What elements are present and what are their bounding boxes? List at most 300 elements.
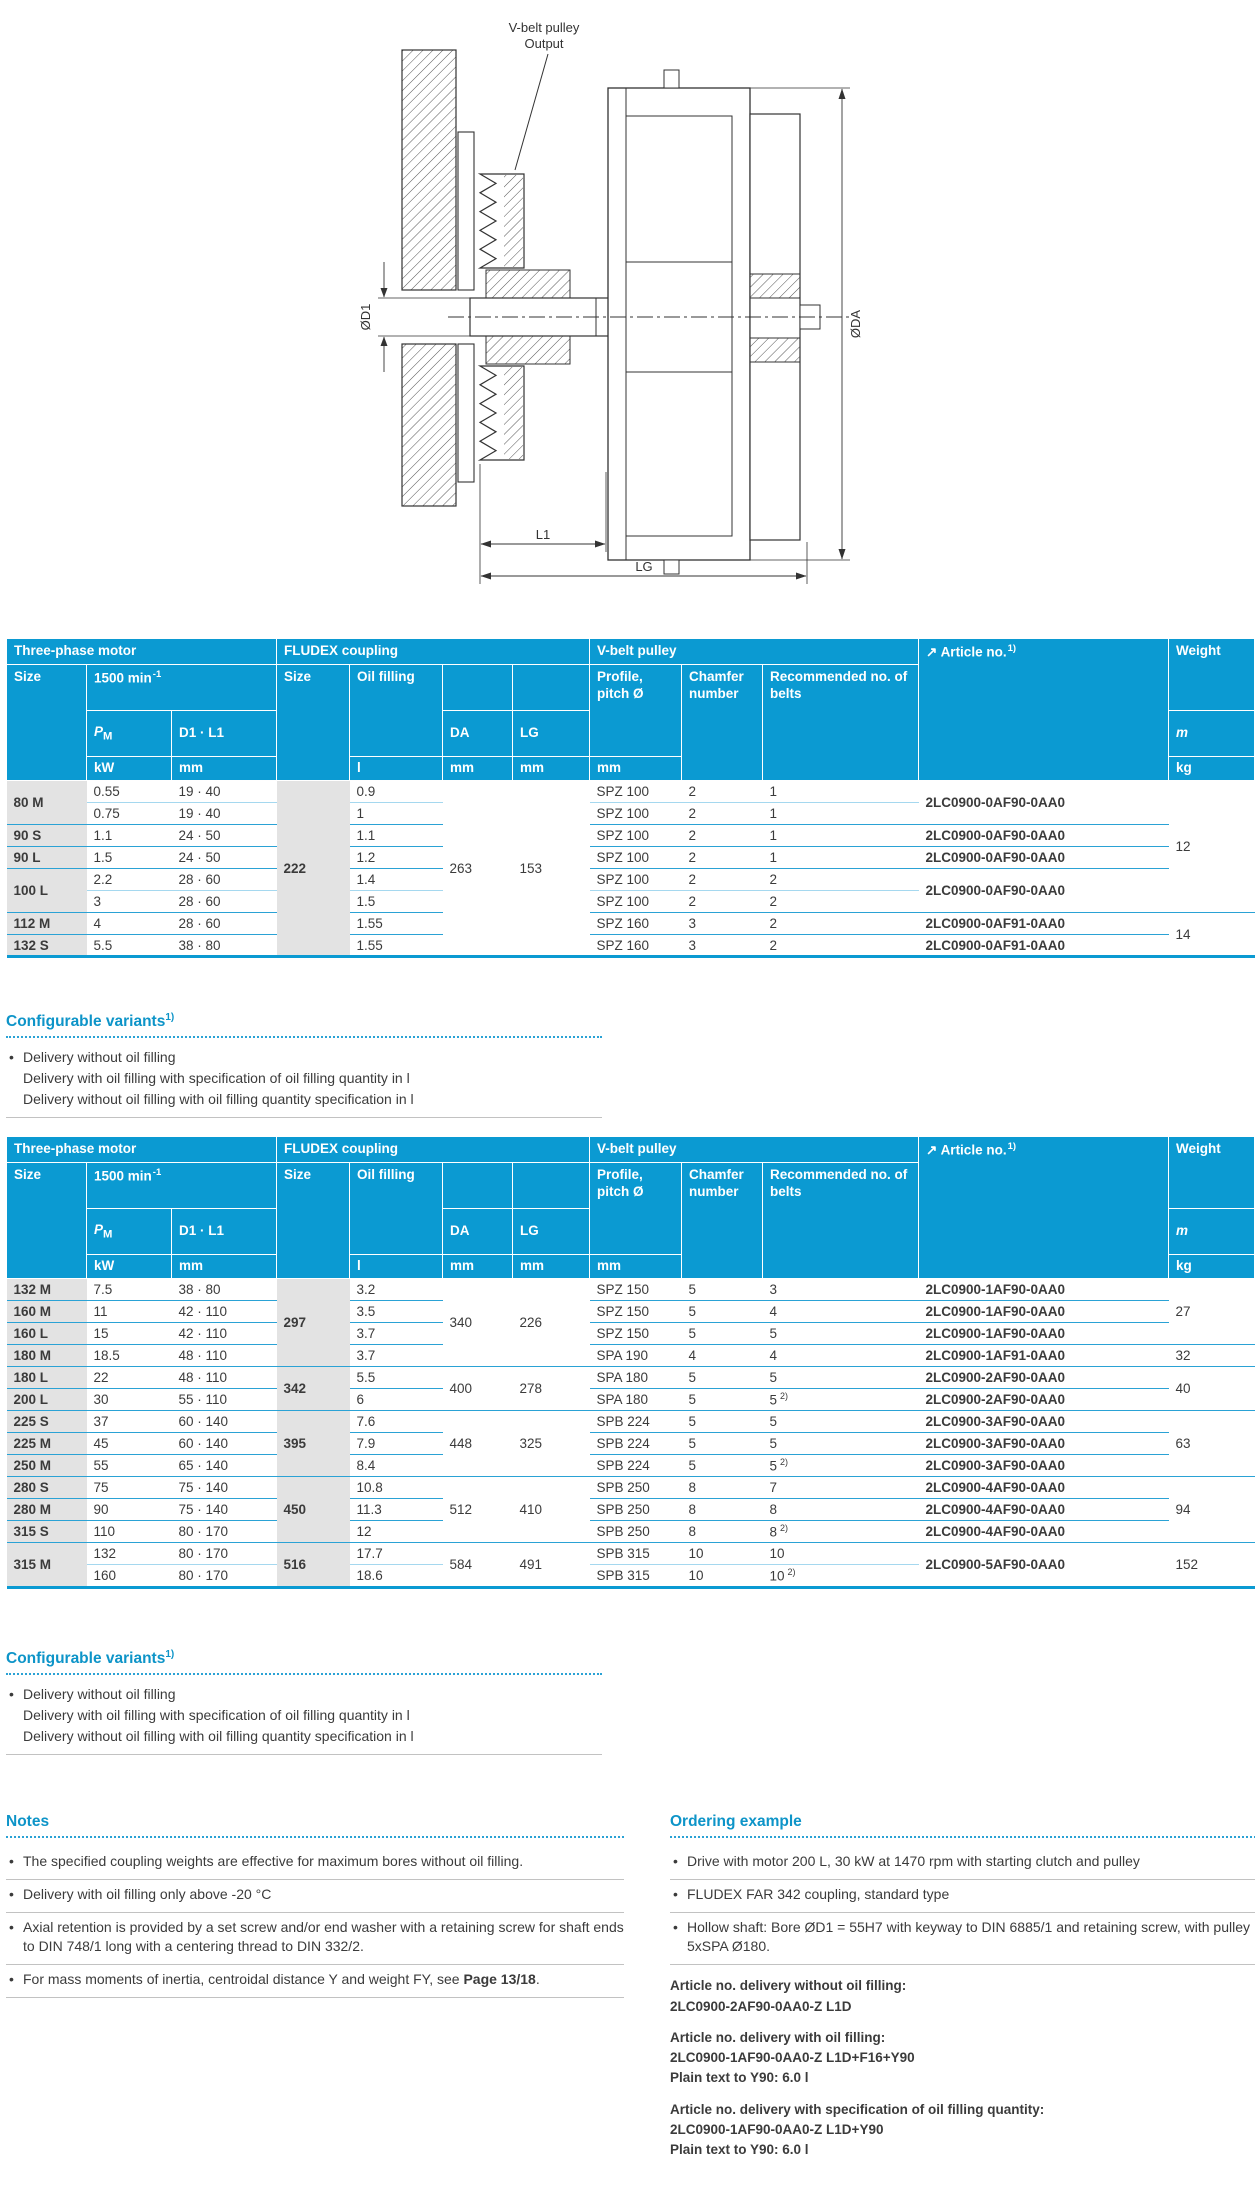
data-cell: 48 · 110: [172, 1345, 277, 1367]
dimension-cell: 153: [519, 860, 543, 876]
data-cell: 1: [763, 803, 919, 825]
pulley-output-label-line1: V-belt pulley: [508, 20, 580, 35]
motor-size-cell: 160 M: [7, 1301, 87, 1323]
table-row: [7, 847, 1255, 869]
dimension-cell: 278: [513, 1367, 590, 1411]
data-cell: 7: [763, 1477, 919, 1499]
header-csize: Size: [277, 665, 350, 781]
article-number-cell: 2LC0900-0AF90-0AA0: [919, 825, 1169, 847]
hub-block-lower: [486, 336, 570, 364]
table-1-header: [7, 639, 1255, 781]
l1-arrow-right: [595, 541, 606, 548]
data-cell: SPZ 150: [590, 1301, 682, 1323]
article-number-cell: 2LC0900-0AF91-0AA0: [919, 913, 1169, 935]
article-block: [670, 2028, 1255, 2089]
coupling-cover: [750, 114, 800, 540]
table-row: [7, 1455, 1255, 1477]
header-pulley: V-belt pulley: [590, 639, 919, 665]
motor-size-cell: 315 S: [7, 1521, 87, 1543]
data-cell: 5.5: [350, 1367, 443, 1389]
dotted-rule: [6, 1671, 602, 1675]
weight-cell: 32: [1169, 1345, 1255, 1367]
arrow-icon: ↗: [926, 1142, 941, 1158]
data-cell: 7.5: [93, 1282, 113, 1298]
coupling-size-cell: 516: [277, 1543, 350, 1588]
lg-arrow-right: [796, 573, 807, 580]
variant-line: Delivery without oil filling with oil filling quantity specification in l: [23, 1091, 414, 1108]
motor-size-cell: 90 L: [7, 847, 87, 869]
data-cell: 5: [763, 1323, 919, 1345]
header-m_italic: m: [1169, 1209, 1255, 1255]
data-cell: SPZ 100: [590, 825, 682, 847]
header-u_l: l: [350, 1255, 443, 1279]
data-cell: 3.5: [350, 1301, 443, 1323]
header-lg: LG: [513, 711, 590, 757]
header-profile: Profile, pitch Ø: [590, 665, 682, 757]
data-cell: 0.55: [93, 784, 120, 799]
data-cell: 0.9: [356, 784, 376, 799]
data-cell: SPZ 100: [596, 784, 650, 799]
article-number-cell: 2LC0900-3AF90-0AA0: [919, 1411, 1169, 1433]
variant-line: • Delivery without oil filling: [6, 1684, 602, 1705]
header-pulley: V-belt pulley: [590, 1137, 919, 1163]
motor-size-cell: 100 L: [7, 869, 87, 913]
motor-size-cell: 132 S: [7, 935, 87, 957]
weight-cell: 14: [1169, 913, 1255, 957]
variants-heading: [6, 1649, 1255, 1668]
table-row: [7, 1477, 1255, 1499]
data-cell: 8: [682, 1521, 763, 1543]
data-cell: SPZ 150: [596, 1282, 650, 1298]
article-number-cell: 2LC0900-2AF90-0AA0: [919, 1389, 1169, 1411]
l1-arrow-left: [481, 541, 492, 548]
header-da: DA: [443, 1209, 513, 1255]
da-arrow-bottom: [839, 549, 846, 560]
data-cell: SPZ 160: [590, 935, 682, 957]
header-u_mm: mm: [590, 757, 682, 781]
flange-plate-lower: [458, 344, 474, 482]
data-cell: 19 · 40: [178, 784, 221, 799]
coupling-size-cell: 222: [277, 781, 350, 957]
header-motor: Three-phase motor: [7, 639, 277, 665]
header-oil: Oil filling: [350, 1163, 443, 1255]
header-u_kw: kW: [87, 1255, 172, 1279]
article-block-plaintext: Plain text to Y90: 6.0 l: [670, 2142, 809, 2158]
motor-size-cell: 280 M: [7, 1499, 87, 1521]
header-u_mm: mm: [443, 1255, 513, 1279]
weight-cell: 94: [1169, 1477, 1255, 1543]
data-cell: 1.1: [87, 825, 172, 847]
data-cell: SPB 250: [590, 1499, 682, 1521]
weight-cell: 40: [1169, 1367, 1255, 1411]
header-coupling: FLUDEX coupling: [277, 639, 590, 665]
header-da: DA: [443, 711, 513, 757]
data-cell: 1: [769, 784, 778, 799]
lg-arrow-left: [481, 573, 492, 580]
dimension-cell: 512: [443, 1477, 513, 1543]
coupling-cross-section-drawing: [352, 12, 912, 614]
header-u_mm: mm: [172, 757, 277, 781]
header-coupling: FLUDEX coupling: [277, 1137, 590, 1163]
motor-coupling-table-1: [6, 638, 1255, 958]
dimension-cell: 410: [513, 1477, 590, 1543]
variants-heading: [6, 1012, 1255, 1031]
bottom-section: [0, 1813, 1255, 2161]
data-cell: SPB 315: [590, 1543, 682, 1565]
label-leader-line: [515, 54, 548, 170]
header-spacer: [443, 665, 513, 711]
motor-size-cell: 225 S: [7, 1411, 87, 1433]
dotted-rule: [670, 1834, 1255, 1838]
data-cell: 5 $^{2)}$: [763, 1455, 919, 1477]
note-item: • Delivery with oil filling only above -20 °C: [6, 1880, 624, 1913]
header-u_mm: mm: [513, 1255, 590, 1279]
table-row: [7, 1521, 1255, 1543]
data-cell: 5: [682, 1389, 763, 1411]
data-cell: 8: [763, 1499, 919, 1521]
dim-label-da: ØDA: [848, 309, 863, 339]
data-cell: 5 $^{2)}$: [763, 1389, 919, 1411]
ordering-item: • Hollow shaft: Bore ØD1 = 55H7 with keyway to DIN 6885/1 and retaining screw, with pulley 5xSPA Ø180.: [670, 1913, 1255, 1966]
header-u_kw: kW: [87, 757, 172, 781]
header-profile: Profile, pitch Ø: [590, 1163, 682, 1255]
fan-cowl-lower: [402, 344, 456, 506]
data-cell: 1.55: [350, 913, 443, 935]
variants-list: [6, 1684, 602, 1755]
article-block: [670, 1976, 1255, 2017]
data-cell: SPA 180: [590, 1367, 682, 1389]
weight-cell: 12: [1175, 839, 1191, 854]
data-cell: 4: [763, 1345, 919, 1367]
da-arrow-top: [839, 89, 846, 100]
data-cell: 1: [763, 847, 919, 869]
filler-plug-bottom: [664, 560, 679, 574]
data-cell: SPZ 150: [590, 1323, 682, 1345]
data-cell: 1.4: [350, 869, 443, 891]
data-cell: 1.1: [350, 825, 443, 847]
weight-cell: 63: [1169, 1411, 1255, 1477]
data-cell: 18.5: [87, 1345, 172, 1367]
data-cell: 3: [682, 913, 763, 935]
dim-label-lg: LG: [635, 559, 653, 574]
data-cell: 8: [682, 1477, 763, 1499]
data-cell: 80 · 170: [172, 1565, 277, 1588]
data-cell: 38 · 80: [178, 1282, 221, 1298]
data-cell: 60 · 140: [172, 1433, 277, 1455]
data-cell: 1.5: [87, 847, 172, 869]
data-cell: 3: [769, 1282, 778, 1298]
article-block-plaintext: Plain text to Y90: 6.0 l: [670, 2070, 809, 2086]
article-number-cell: 2LC0900-0AF90-0AA0: [919, 869, 1169, 913]
data-cell: SPZ 100: [590, 869, 682, 891]
motor-size-cell: 225 M: [7, 1433, 87, 1455]
data-cell: 60 · 140: [172, 1411, 277, 1433]
data-cell: 28 · 60: [172, 913, 277, 935]
dotted-rule: [6, 1834, 624, 1838]
data-cell: 12: [350, 1521, 443, 1543]
data-cell: 2: [763, 869, 919, 891]
header-belts: Recommended no. of belts: [763, 1163, 919, 1279]
data-cell: 5: [682, 1367, 763, 1389]
header-lg: LG: [513, 1209, 590, 1255]
article-number-cell: 2LC0900-0AF90-0AA0: [919, 847, 1169, 869]
coupling-drum-outer: [608, 88, 750, 560]
data-cell: 5: [682, 1411, 763, 1433]
data-cell: 4: [87, 913, 172, 935]
data-cell: 2: [688, 784, 697, 799]
header-speed: 1500 $\min^{-1}$: [87, 1163, 277, 1209]
data-cell: SPA 180: [590, 1389, 682, 1411]
data-cell: 2: [682, 847, 763, 869]
header-belts: Recommended no. of belts: [763, 665, 919, 781]
variant-line: Delivery with oil filling with specification of oil filling quantity in l: [23, 1706, 410, 1723]
data-cell: 75: [87, 1477, 172, 1499]
article-block-label: Article no. delivery without oil filling:: [670, 1978, 907, 1994]
data-cell: 10.8: [350, 1477, 443, 1499]
header-weight: Weight: [1169, 639, 1255, 711]
motor-size-cell: 90 S: [7, 825, 87, 847]
arrow-icon: ↗: [926, 644, 941, 660]
header-chamfer: Chamfer number: [682, 665, 763, 781]
data-cell: 15: [87, 1323, 172, 1345]
dimension-cell: 340: [449, 1315, 473, 1331]
data-cell: 28 · 60: [172, 891, 277, 913]
cover-hub-lower: [750, 338, 800, 362]
dimension-cell: 263: [449, 860, 473, 876]
data-cell: 5: [763, 1367, 919, 1389]
data-cell: 5: [682, 1301, 763, 1323]
data-cell: 42 · 110: [172, 1301, 277, 1323]
data-cell: 7.6: [350, 1411, 443, 1433]
hub-block-upper: [486, 270, 570, 298]
motor-size-cell: 315 M: [7, 1543, 87, 1588]
weight-cell: 152: [1169, 1543, 1255, 1588]
data-cell: SPB 250: [590, 1521, 682, 1543]
article-number-cell: 2LC0900-5AF90-0AA0: [919, 1543, 1169, 1588]
article-number-cell: 2LC0900-0AF91-0AA0: [919, 935, 1169, 957]
data-cell: 11.3: [350, 1499, 443, 1521]
coupling-drawing-svg: [352, 12, 912, 614]
data-cell: 90: [87, 1499, 172, 1521]
data-cell: 2: [682, 869, 763, 891]
header-spacer: [513, 665, 590, 711]
ordering-heading: Ordering example: [670, 1812, 802, 1830]
motor-size-cell: 200 L: [7, 1389, 87, 1411]
data-cell: SPB 224: [590, 1455, 682, 1477]
data-cell: 38 · 80: [172, 935, 277, 957]
data-cell: 160: [87, 1565, 172, 1588]
ordering-example-column: [664, 1813, 1255, 2161]
data-cell: 10: [763, 1543, 919, 1565]
motor-size-cell: 280 S: [7, 1477, 87, 1499]
data-cell: 3.7: [350, 1323, 443, 1345]
data-cell: 6: [350, 1389, 443, 1411]
data-cell: 10: [682, 1565, 763, 1588]
variants-title: Configurable variants: [6, 1013, 166, 1031]
data-cell: 2: [682, 803, 763, 825]
data-cell: 4: [763, 1301, 919, 1323]
data-cell: 10 $^{2)}$: [763, 1565, 919, 1588]
data-cell: 18.6: [350, 1565, 443, 1588]
article-block-label: Article no. delivery with oil filling:: [670, 2029, 886, 2045]
data-cell: 5: [688, 1282, 697, 1298]
header-motor: Three-phase motor: [7, 1137, 277, 1163]
pulley-hub-hatch-upper: [504, 175, 523, 267]
data-cell: 2: [763, 913, 919, 935]
header-spacer: [513, 1163, 590, 1209]
table-row: [7, 1411, 1255, 1433]
data-cell: 37: [87, 1411, 172, 1433]
data-cell: 5: [682, 1455, 763, 1477]
article-number-cell: 2LC0900-3AF90-0AA0: [919, 1433, 1169, 1455]
note-item: • Axial retention is provided by a set screw and/or end washer with a retaining screw for shaft ends to DIN 748/1 long with a centering thread to DIN 332/2.: [6, 1913, 624, 1966]
data-cell: 2: [682, 891, 763, 913]
table-row: [7, 1323, 1255, 1345]
table-2-header: [7, 1137, 1255, 1279]
data-cell: 8: [682, 1499, 763, 1521]
header-d1l1: D1 · L1: [172, 711, 277, 757]
article-number-cell: 2LC0900-1AF90-0AA0: [919, 1301, 1169, 1323]
article-block: [670, 2100, 1255, 2161]
article-block-value: 2LC0900-1AF90-0AA0-Z L1D+Y90: [670, 2121, 884, 2137]
note-item: • The specified coupling weights are effective for maximum bores without oil filling.: [6, 1847, 624, 1880]
data-cell: 75 · 140: [172, 1477, 277, 1499]
weight-cell: 27: [1175, 1304, 1191, 1320]
data-cell: 7.9: [350, 1433, 443, 1455]
data-cell: 19 · 40: [172, 803, 277, 825]
motor-size-cell: 250 M: [7, 1455, 87, 1477]
dotted-rule: [6, 1034, 602, 1038]
header-m_italic: m: [1169, 711, 1255, 757]
motor-size-cell: 80 M: [7, 781, 87, 825]
header-u_kg: kg: [1169, 757, 1255, 781]
dimension-cell: 584: [443, 1543, 513, 1588]
variants-title: Configurable variants: [6, 1649, 166, 1667]
variant-line: • Delivery without oil filling: [6, 1047, 602, 1068]
coupling-size-cell: 450: [277, 1477, 350, 1543]
data-cell: 5: [763, 1411, 919, 1433]
article-number-cell: 2LC0900-1AF91-0AA0: [919, 1345, 1169, 1367]
data-cell: 1: [350, 803, 443, 825]
data-cell: SPZ 160: [590, 913, 682, 935]
notes-heading: Notes: [6, 1812, 50, 1830]
data-cell: 2: [763, 891, 919, 913]
article-number-cell: 2LC0900-4AF90-0AA0: [919, 1499, 1169, 1521]
configurable-variants-section-2: [0, 1649, 1255, 1755]
data-cell: 24 · 50: [172, 847, 277, 869]
data-cell: 5: [682, 1323, 763, 1345]
data-cell: 3.7: [350, 1345, 443, 1367]
data-cell: 10: [682, 1543, 763, 1565]
data-cell: 30: [87, 1389, 172, 1411]
coupling-size-cell: 342: [277, 1367, 350, 1411]
filler-plug-top: [664, 70, 679, 88]
d1-arrow-down: [381, 288, 388, 298]
table-row: [7, 1367, 1255, 1389]
dimension-cell: 325: [513, 1411, 590, 1477]
dimension-cell: 491: [513, 1543, 590, 1588]
motor-size-cell: 160 L: [7, 1323, 87, 1345]
dimension-cell: 400: [443, 1367, 513, 1411]
table-row: [7, 1301, 1255, 1323]
data-cell: 24 · 50: [172, 825, 277, 847]
dimension-cell: 226: [519, 1315, 543, 1331]
dim-label-l1: L1: [535, 527, 551, 542]
data-cell: 4: [682, 1345, 763, 1367]
data-cell: SPB 224: [590, 1411, 682, 1433]
table-row: [7, 781, 1255, 803]
data-cell: 80 · 170: [172, 1521, 277, 1543]
table-row: [7, 825, 1255, 847]
data-cell: SPB 250: [590, 1477, 682, 1499]
configurable-variants-section-1: [0, 1012, 1255, 1118]
d1-arrow-up: [381, 337, 388, 347]
data-cell: SPB 224: [590, 1433, 682, 1455]
pulley-hub-hatch-lower: [504, 367, 523, 459]
variants-list: [6, 1047, 602, 1118]
notes-column: [0, 1813, 624, 2161]
data-cell: 75 · 140: [172, 1499, 277, 1521]
data-cell: 17.7: [350, 1543, 443, 1565]
note-text: For mass moments of inertia, centroidal distance Y and weight FY, see: [23, 1971, 464, 1988]
header-csize: Size: [277, 1163, 350, 1279]
data-cell: SPA 190: [590, 1345, 682, 1367]
data-cell: SPZ 100: [590, 803, 682, 825]
data-cell: 132: [87, 1543, 172, 1565]
data-cell: 65 · 140: [172, 1455, 277, 1477]
data-cell: 11: [87, 1301, 172, 1323]
data-cell: 80 · 170: [172, 1543, 277, 1565]
variant-line: Delivery with oil filling with specification of oil filling quantity in l: [23, 1070, 410, 1087]
data-cell: 55 · 110: [172, 1389, 277, 1411]
table-2-body: [7, 1279, 1255, 1588]
data-cell: 0.75: [87, 803, 172, 825]
data-cell: 5: [763, 1433, 919, 1455]
data-cell: 1.5: [350, 891, 443, 913]
coupling-size-cell: 395: [277, 1411, 350, 1477]
data-cell: 2: [763, 935, 919, 957]
article-number-cell: 2LC0900-4AF90-0AA0: [919, 1477, 1169, 1499]
motor-size-cell: 180 L: [7, 1367, 87, 1389]
header-u_mm: mm: [513, 757, 590, 781]
article-block-value: 2LC0900-2AF90-0AA0-Z L1D: [670, 1998, 852, 2014]
header-u_mm: mm: [172, 1255, 277, 1279]
data-cell: 3.2: [356, 1282, 376, 1298]
data-cell: 3: [682, 935, 763, 957]
dim-label-d1: ØD1: [358, 303, 373, 331]
data-cell: 1: [763, 825, 919, 847]
data-cell: 1.2: [350, 847, 443, 869]
note-item: [6, 1965, 624, 1998]
table-row: [7, 1279, 1255, 1301]
data-cell: 8 $^{2)}$: [763, 1521, 919, 1543]
data-cell: SPB 315: [590, 1565, 682, 1588]
header-pm: $P_M$: [87, 1209, 172, 1255]
data-cell: 8.4: [350, 1455, 443, 1477]
table-row: [7, 935, 1255, 957]
data-cell: 1.55: [350, 935, 443, 957]
dimension-cell: 448: [443, 1411, 513, 1477]
data-cell: 28 · 60: [172, 869, 277, 891]
data-cell: 5: [682, 1433, 763, 1455]
header-pm: $P_M$: [87, 711, 172, 757]
coupling-size-cell: 297: [277, 1279, 350, 1367]
data-cell: 2: [682, 825, 763, 847]
data-cell: 110: [87, 1521, 172, 1543]
flange-plate-upper: [458, 132, 474, 290]
cover-hub-upper: [750, 274, 800, 298]
header-u_l: l: [350, 757, 443, 781]
